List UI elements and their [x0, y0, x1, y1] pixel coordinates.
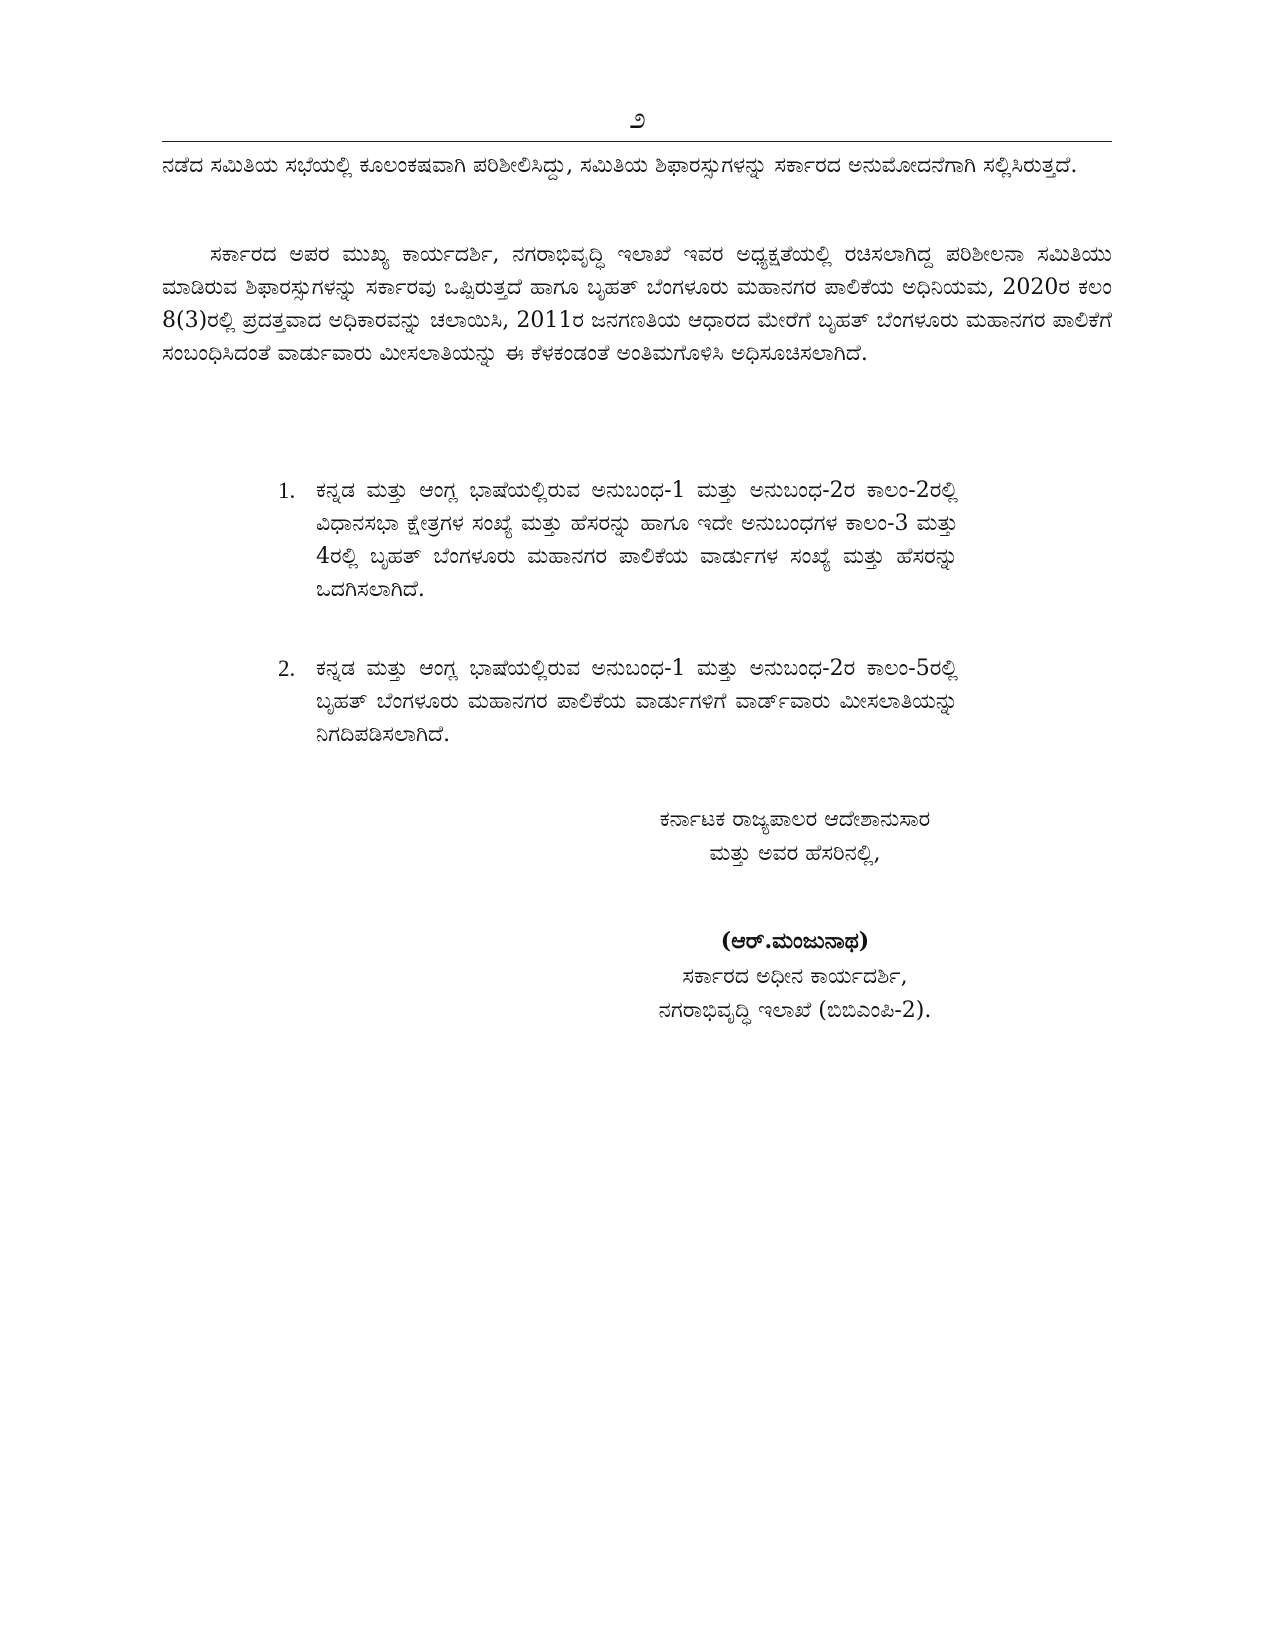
signature-order-line-1: ಕರ್ನಾಟಕ ರಾಜ್ಯಪಾಲರ ಆದೇಶಾನುಸಾರ [659, 807, 931, 832]
page-number: ೨ [629, 101, 646, 136]
header-rule [162, 141, 1112, 142]
paragraph-committee-review: ನಡೆದ ಸಮಿತಿಯ ಸಭೆಯಲ್ಲಿ ಕೂಲಂಕಷವಾಗಿ ಪರಿಶೀಲಿಸಿದ್ದು, ಸಮಿತಿಯ ಶಿಫಾರಸ್ಸುಗಳನ್ನು ಸರ್ಕಾರದ ಅನುಮೋದನೆಗಾಗಿ ಸಲ್ಲಿಸಿರುತ್ತದೆ. [162, 153, 1078, 178]
annexure-list-2 [278, 652, 958, 751]
list-item-number: 1. [278, 478, 296, 503]
signatory-name: (ಆರ್.ಮಂಜುನಾಥ) [720, 928, 870, 954]
list-item-text: ಕನ್ನಡ ಮತ್ತು ಆಂಗ್ಲ ಭಾಷೆಯಲ್ಲಿರುವ ಅನುಬಂಧ-1 ಮತ್ತು ಅನುಬಂಧ-2ರ ಕಾಲಂ-5ರಲ್ಲಿ ಬೃಹತ್ ಬೆಂಗಳೂರು ಮಹಾನಗರ ಪಾಲಿಕೆಯ ವಾರ್ಡುಗಳಿಗೆ ವಾರ್ಡ್‌ವಾರು ಮೀಸಲಾತಿಯನ್ನು ನಿಗದಿಪಡಿಸಲಾಗಿದೆ. [316, 656, 958, 747]
paragraph-notification: ಸರ್ಕಾರದ ಅಪರ ಮುಖ್ಯ ಕಾರ್ಯದರ್ಶಿ, ನಗರಾಭಿವೃದ್ಧಿ ಇಲಾಖೆ ಇವರ ಅಧ್ಯಕ್ಷತೆಯಲ್ಲಿ ರಚಿಸಲಾಗಿದ್ದ ಪರಿಶೀಲನಾ ಸಮಿತಿಯು ಮಾಡಿರುವ ಶಿಫಾರಸ್ಸುಗಳನ್ನು ಸರ್ಕಾರವು ಒಪ್ಪಿರುತ್ತದೆ ಹಾಗೂ ಬೃಹತ್ ಬೆಂಗಳೂರು ಮಹಾನಗರ ಪಾಲಿಕೆಯ ಅಧಿನಿಯಮ, 2020ರ ಕಲಂ 8(3)ರಲ್ಲಿ ಪ್ರದತ್ತವಾದ ಅಧಿಕಾರವನ್ನು ಚಲಾಯಿಸಿ, 2011ರ ಜನಗಣತಿಯ ಆಧಾರದ ಮೇರೆಗೆ ಬೃಹತ್ ಬೆಂಗಳೂರು ಮಹಾನಗರ ಪಾಲಿಕೆಗೆ ಸಂಬಂಧಿಸಿದಂತೆ ವಾರ್ಡುವಾರು ಮೀಸಲಾತಿಯನ್ನು ಈ ಕೆಳಕಂಡಂತೆ ಅಂತಿಮಗೊಳಿಸಿ ಅಧಿಸೂಚಿಸಲಾಗಿದೆ. [162, 242, 1112, 366]
signatory-designation: ಸರ್ಕಾರದ ಅಧೀನ ಕಾರ್ಯದರ್ಶಿ, [682, 964, 908, 989]
list-item-text: ಕನ್ನಡ ಮತ್ತು ಆಂಗ್ಲ ಭಾಷೆಯಲ್ಲಿರುವ ಅನುಬಂಧ-1 ಮತ್ತು ಅನುಬಂಧ-2ರ ಕಾಲಂ-2ರಲ್ಲಿ ವಿಧಾನಸಭಾ ಕ್ಷೇತ್ರಗಳ ಸಂಖ್ಯೆ ಮತ್ತು ಹೆಸರನ್ನು ಹಾಗೂ ಇದೇ ಅನುಬಂಧಗಳ ಕಾಲಂ-3 ಮತ್ತು 4ರಲ್ಲಿ ಬೃಹತ್ ಬೆಂಗಳೂರು ಮಹಾನಗರ ಪಾಲಿಕೆಯ ವಾರ್ಡುಗಳ ಸಂಖ್ಯೆ ಮತ್ತು ಹೆಸರನ್ನು ಒದಗಿಸಲಾಗಿದೆ. [316, 478, 958, 602]
list-item [278, 474, 958, 606]
signature-order-line-2: ಮತ್ತು ಅವರ ಹೆಸರಿನಲ್ಲಿ, [709, 841, 881, 866]
list-item [278, 652, 958, 751]
signatory-department: ನಗರಾಭಿವೃದ್ಧಿ ಇಲಾಖೆ (ಬಿಬಿಎಂಪಿ-2). [658, 998, 932, 1023]
list-item-number: 2. [278, 656, 296, 681]
annexure-list [278, 474, 958, 606]
